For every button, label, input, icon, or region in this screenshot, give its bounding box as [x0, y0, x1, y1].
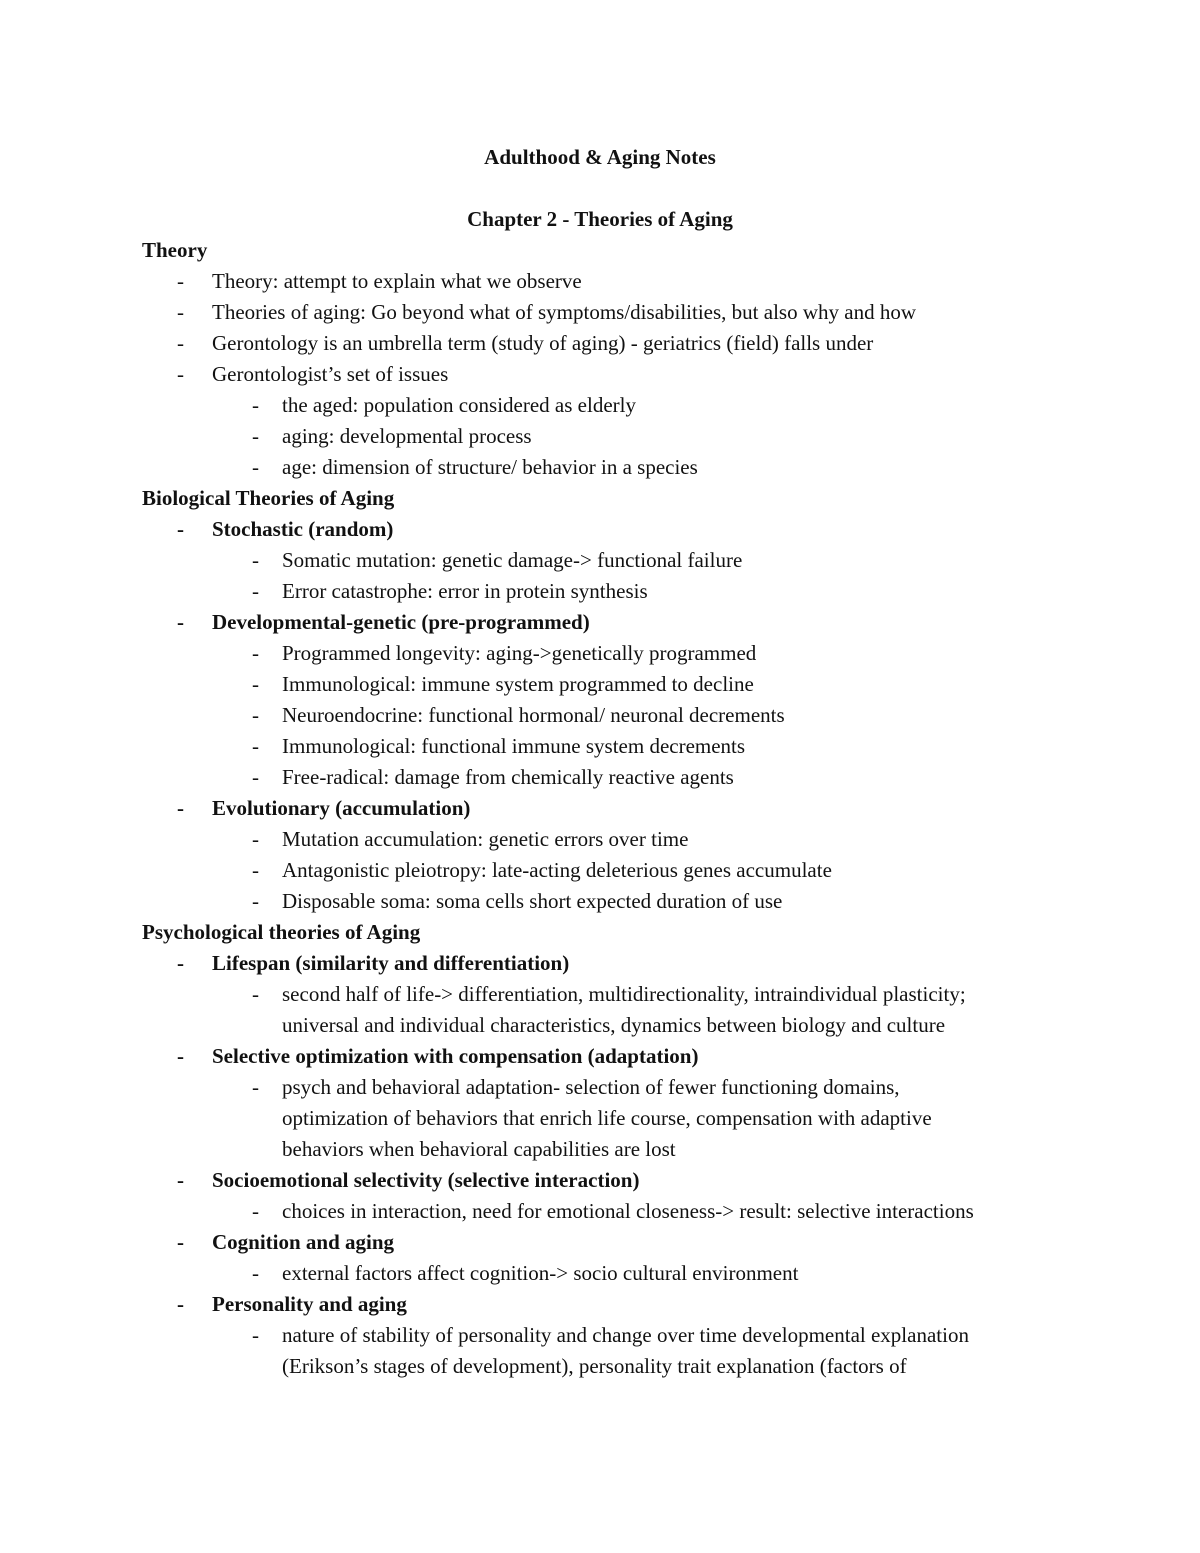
list-item-text: Programmed longevity: aging->genetically programmed — [282, 641, 757, 665]
sub-list-item — [142, 1196, 1142, 1227]
sub-list-item — [142, 638, 1142, 669]
list-item-text: Error catastrophe: error in protein synthesis — [282, 579, 648, 603]
bullet-dash: - — [252, 455, 259, 479]
bullet-dash: - — [177, 796, 184, 820]
sub-list-item — [142, 824, 1142, 855]
subsection-label — [142, 1289, 1142, 1320]
section-heading-psychological: Psychological theories of Aging — [142, 920, 421, 944]
sub-list-item — [142, 731, 1142, 762]
list-item-line: second half of life-> differentiation, multidirectionality, intraindividual plasticity; — [282, 982, 966, 1006]
sub-list-item — [142, 545, 1142, 576]
list-item — [142, 328, 1142, 359]
subsection-label — [142, 1165, 1142, 1196]
list-item-line: behaviors when behavioral capabilities are lost — [282, 1137, 676, 1161]
subsection-label-text: Personality and aging — [212, 1292, 407, 1316]
bullet-dash: - — [252, 393, 259, 417]
subsection-label — [142, 1227, 1142, 1258]
subsection-label — [142, 1041, 1142, 1072]
bullet-dash: - — [177, 1292, 184, 1316]
subsection-label-text: Cognition and aging — [212, 1230, 395, 1254]
list-item-text: Neuroendocrine: functional hormonal/ neuronal decrements — [282, 703, 785, 727]
list-item-text: age: dimension of structure/ behavior in a species — [282, 455, 698, 479]
bullet-dash: - — [177, 331, 184, 355]
list-item-text: aging: developmental process — [282, 424, 532, 448]
subsection-label-text: Stochastic (random) — [212, 517, 394, 541]
list-item-line: (Erikson’s stages of development), personality trait explanation (factors of — [282, 1354, 907, 1378]
list-item — [142, 359, 1142, 390]
bullet-dash: - — [252, 858, 259, 882]
sub-list-item — [142, 390, 1142, 421]
document-body — [142, 235, 1142, 1382]
list-item-text: Mutation accumulation: genetic errors over time — [282, 827, 689, 851]
list-item-text: Theories of aging: Go beyond what of symptoms/disabilities, but also why and how — [212, 300, 916, 324]
bullet-dash: - — [177, 269, 184, 293]
subsection-label-text: Socioemotional selectivity (selective interaction) — [212, 1168, 640, 1192]
list-item-line: external factors affect cognition-> socio cultural environment — [282, 1261, 799, 1285]
list-item-text: Gerontologist’s set of issues — [212, 362, 449, 386]
bullet-dash: - — [177, 951, 184, 975]
bullet-dash: - — [252, 1323, 259, 1347]
subsection-label — [142, 514, 1142, 545]
list-item-line: choices in interaction, need for emotional closeness-> result: selective interactions — [282, 1199, 974, 1223]
bullet-dash: - — [252, 548, 259, 572]
bullet-dash: - — [252, 982, 259, 1006]
list-item — [142, 297, 1142, 328]
list-item-line: optimization of behaviors that enrich life course, compensation with adaptive — [282, 1106, 932, 1130]
bullet-dash: - — [177, 1044, 184, 1068]
bullet-dash: - — [252, 827, 259, 851]
list-item-text: Somatic mutation: genetic damage-> functional failure — [282, 548, 743, 572]
list-item-line: psych and behavioral adaptation- selection of fewer functioning domains, — [282, 1075, 900, 1099]
sub-list-item — [142, 700, 1142, 731]
sub-list-item — [142, 1320, 1142, 1382]
subsection-label-text: Lifespan (similarity and differentiation) — [212, 951, 570, 975]
list-item-text: Free-radical: damage from chemically reactive agents — [282, 765, 734, 789]
section-heading-biological: Biological Theories of Aging — [142, 486, 395, 510]
sub-list-item — [142, 576, 1142, 607]
bullet-dash: - — [252, 1199, 259, 1223]
list-item-text: the aged: population considered as elderly — [282, 393, 636, 417]
list-item-text: Antagonistic pleiotropy: late-acting deleterious genes accumulate — [282, 858, 832, 882]
bullet-dash: - — [252, 703, 259, 727]
list-item-text: Gerontology is an umbrella term (study of aging) - geriatrics (field) falls under — [212, 331, 874, 355]
sub-list-item — [142, 452, 1142, 483]
section-heading-theory: Theory — [142, 238, 208, 262]
sub-list-item — [142, 762, 1142, 793]
bullet-dash: - — [252, 1075, 259, 1099]
bullet-dash: - — [252, 734, 259, 758]
sub-list-item — [142, 979, 1142, 1041]
bullet-dash: - — [252, 1261, 259, 1285]
list-item — [142, 266, 1142, 297]
sub-list-item — [142, 669, 1142, 700]
subsection-label — [142, 948, 1142, 979]
sub-list-item — [142, 855, 1142, 886]
subsection-label-text: Evolutionary (accumulation) — [212, 796, 471, 820]
subsection-label — [142, 793, 1142, 824]
bullet-dash: - — [177, 362, 184, 386]
bullet-dash: - — [252, 889, 259, 913]
bullet-dash: - — [252, 579, 259, 603]
bullet-dash: - — [252, 641, 259, 665]
sub-list-item — [142, 1072, 1142, 1165]
subsection-label-text: Developmental-genetic (pre-programmed) — [212, 610, 590, 634]
bullet-dash: - — [252, 424, 259, 448]
bullet-dash: - — [177, 517, 184, 541]
bullet-dash: - — [177, 300, 184, 324]
list-item-line: universal and individual characteristics, dynamics between biology and culture — [282, 1013, 946, 1037]
bullet-dash: - — [252, 672, 259, 696]
list-item-text: Immunological: functional immune system decrements — [282, 734, 746, 758]
bullet-dash: - — [177, 610, 184, 634]
bullet-dash: - — [177, 1168, 184, 1192]
document-title: Adulthood & Aging Notes — [484, 145, 716, 169]
sub-list-item — [142, 886, 1142, 917]
subsection-label — [142, 607, 1142, 638]
list-item-text: Theory: attempt to explain what we observe — [212, 269, 582, 293]
bullet-dash: - — [252, 765, 259, 789]
chapter-heading: Chapter 2 - Theories of Aging — [467, 207, 733, 231]
list-item-line: nature of stability of personality and change over time developmental explanation — [282, 1323, 969, 1347]
subsection-label-text: Selective optimization with compensation (adaptation) — [212, 1044, 699, 1068]
list-item-text: Disposable soma: soma cells short expected duration of use — [282, 889, 783, 913]
sub-list-item — [142, 1258, 1142, 1289]
list-item-text: Immunological: immune system programmed to decline — [282, 672, 754, 696]
sub-list-item — [142, 421, 1142, 452]
bullet-dash: - — [177, 1230, 184, 1254]
